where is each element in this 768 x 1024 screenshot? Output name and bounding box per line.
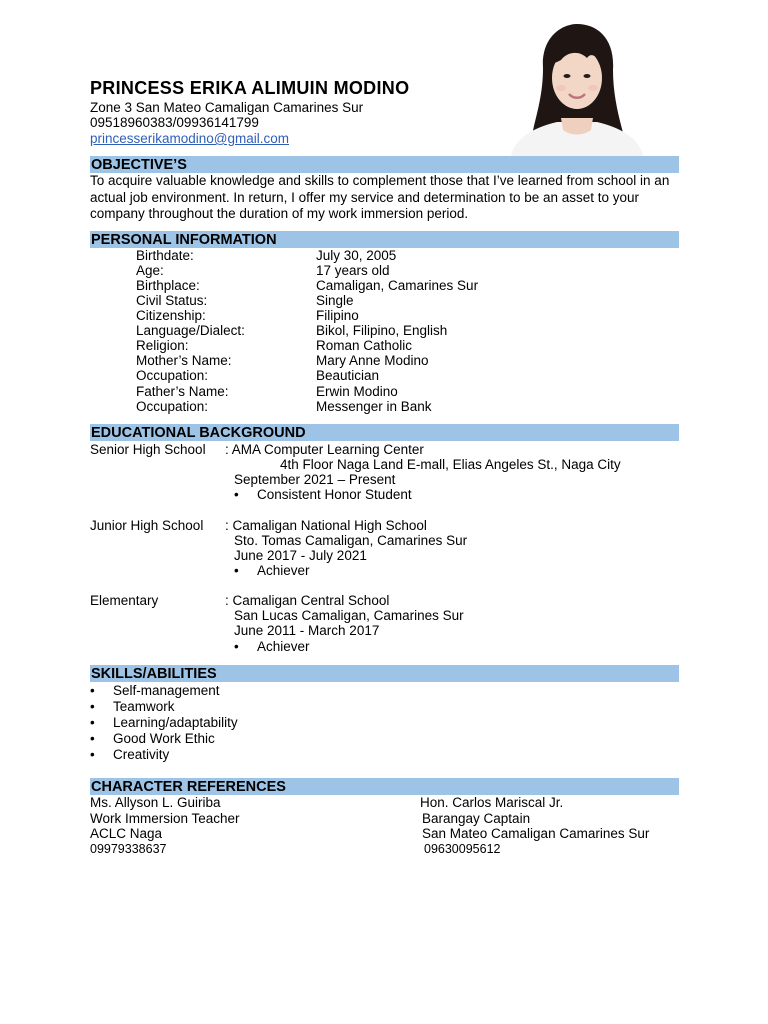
info-value: July 30, 2005 <box>316 248 397 263</box>
info-label: Occupation: <box>136 399 209 414</box>
objective-heading: OBJECTIVE’S <box>90 156 679 173</box>
reference-organization: ACLC Naga <box>90 826 163 841</box>
school-name: : Camaligan National High School <box>225 518 427 533</box>
objective-text: To acquire valuable knowledge and skills to complement those that I’ve learned from school in an actual job environment. In return, I offer my service and determination to be an asset to your company throughout the duration of my work immersion period. <box>90 173 670 221</box>
education-heading: EDUCATIONAL BACKGROUND <box>90 424 679 441</box>
skills-heading: SKILLS/ABILITIES <box>90 665 679 682</box>
skill-item: • Learning/adaptability <box>113 715 238 731</box>
email-link[interactable]: princesserikamodino@gmail.com <box>90 131 290 146</box>
info-value: Filipino <box>316 308 359 323</box>
info-value: Beautician <box>316 368 380 383</box>
info-label: Age: <box>136 263 164 278</box>
applicant-name: PRINCESS ERIKA ALIMUIN MODINO <box>90 78 410 98</box>
info-value: Roman Catholic <box>316 338 413 353</box>
education-level: Elementary <box>90 593 159 608</box>
info-label: Civil Status: <box>136 293 208 308</box>
school-dates: June 2011 - March 2017 <box>234 623 380 638</box>
award-item: • Consistent Honor Student <box>257 487 412 503</box>
reference-phone: 09630095612 <box>424 842 501 856</box>
award-item: • Achiever <box>257 563 310 579</box>
info-value: Erwin Modino <box>316 384 398 399</box>
personal-information-heading: PERSONAL INFORMATION <box>90 231 679 248</box>
info-value: Camaligan, Camarines Sur <box>316 278 479 293</box>
skill-item: • Creativity <box>113 747 169 763</box>
references-heading: CHARACTER REFERENCES <box>90 778 679 795</box>
info-label: Birthdate: <box>136 248 194 263</box>
info-label: Occupation: <box>136 368 209 383</box>
phone-numbers: 09518960383/09936141799 <box>90 115 259 130</box>
school-name: : Camaligan Central School <box>225 593 390 608</box>
school-name: : AMA Computer Learning Center <box>225 442 424 457</box>
education-level: Junior High School <box>90 518 204 533</box>
skill-item: • Good Work Ethic <box>113 731 215 747</box>
info-value: 17 years old <box>316 263 390 278</box>
reference-name: Hon. Carlos Mariscal Jr. <box>420 795 564 810</box>
info-label: Religion: <box>136 338 189 353</box>
school-address: San Lucas Camaligan, Camarines Sur <box>234 608 464 623</box>
reference-phone: 09979338637 <box>90 842 167 856</box>
school-address: 4th Floor Naga Land E-mall, Elias Angeles St., Naga City <box>280 457 621 472</box>
info-label: Mother’s Name: <box>136 353 232 368</box>
skill-item: • Self-management <box>113 683 220 699</box>
info-value: Single <box>316 293 354 308</box>
info-value: Bikol, Filipino, English <box>316 323 448 338</box>
reference-name: Ms. Allyson L. Guiriba <box>90 795 221 810</box>
skill-item: • Teamwork <box>113 699 175 715</box>
reference-position: Work Immersion Teacher <box>90 811 240 826</box>
reference-organization: San Mateo Camaligan Camarines Sur <box>422 826 650 841</box>
info-label: Father’s Name: <box>136 384 229 399</box>
profile-photo <box>505 18 647 156</box>
info-label: Birthplace: <box>136 278 200 293</box>
info-value: Mary Anne Modino <box>316 353 429 368</box>
info-value: Messenger in Bank <box>316 399 432 414</box>
school-dates: June 2017 - July 2021 <box>234 548 367 563</box>
reference-position: Barangay Captain <box>422 811 531 826</box>
education-level: Senior High School <box>90 442 206 457</box>
school-dates: September 2021 – Present <box>234 472 396 487</box>
info-label: Citizenship: <box>136 308 206 323</box>
address: Zone 3 San Mateo Camaligan Camarines Sur <box>90 100 364 115</box>
school-address: Sto. Tomas Camaligan, Camarines Sur <box>234 533 468 548</box>
info-label: Language/Dialect: <box>136 323 245 338</box>
award-item: • Achiever <box>257 639 310 655</box>
